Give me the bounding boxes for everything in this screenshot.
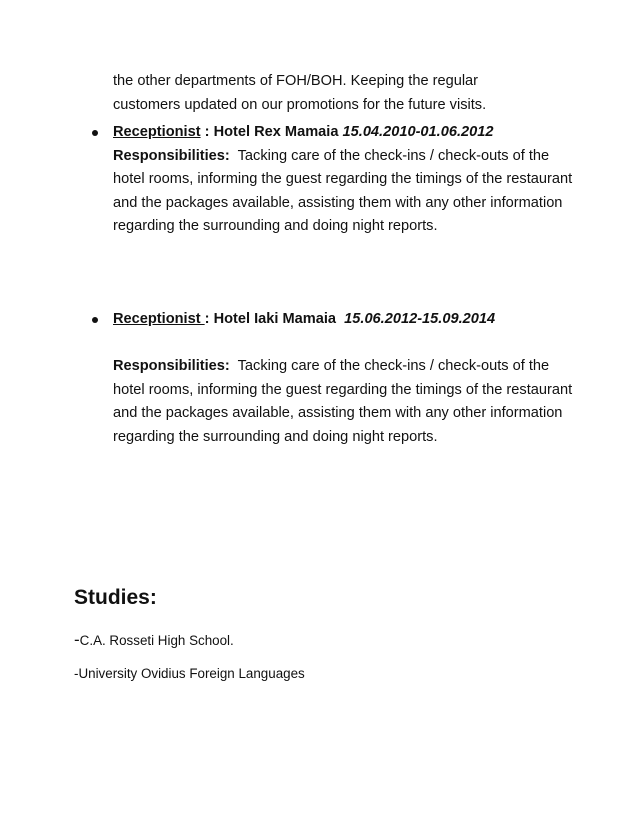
continuation-paragraph	[113, 70, 583, 117]
job-title-line	[113, 121, 583, 145]
job-hotel: Hotel Rex Mamaia	[213, 124, 339, 140]
responsibilities-text: Tacking care of the check-ins / check-outs of the hotel rooms, informing the guest regarding the timings of the restaurant and the packages available, assisting them with any other information regarding the surrounding and doing night reports.	[113, 147, 573, 234]
job-entry-1	[113, 121, 583, 239]
study-item-2: -University Ovidius Foreign Languages	[74, 666, 305, 681]
job-role: Receptionist	[113, 311, 205, 327]
responsibilities-label: Responsibilities:	[113, 358, 230, 374]
study-dash: -	[74, 630, 80, 649]
job-dates: 15.06.2012-15.09.2014	[344, 311, 496, 327]
bullet-icon	[92, 317, 98, 323]
study-item-1-text: C.A. Rosseti High School.	[79, 633, 234, 648]
responsibilities-label: Responsibilities:	[113, 147, 230, 164]
job-responsibilities	[113, 145, 583, 239]
study-item-1	[74, 630, 234, 650]
bullet-icon	[92, 130, 98, 136]
job-separator: :	[200, 124, 214, 140]
job-responsibilities	[113, 355, 583, 449]
responsibilities-text: Tacking care of the check-ins / check-outs of the hotel rooms, informing the guest regarding the timings of the restaurant and the packages available, assisting them with any other information regarding the surrounding and doing night reports.	[113, 358, 573, 445]
studies-heading: Studies:	[74, 586, 157, 609]
job-hotel: Hotel Iaki Mamaia	[213, 311, 337, 327]
continuation-line-2: customers updated on our promotions for the future visits.	[113, 96, 487, 113]
job-title-line	[113, 308, 583, 332]
job-entry-2	[113, 308, 583, 449]
job-dates: 15.04.2010-01.06.2012	[342, 124, 494, 140]
job-role: Receptionist	[113, 124, 201, 140]
continuation-line-1: the other departments of FOH/BOH. Keeping the regular	[113, 73, 479, 89]
job-separator: :	[204, 311, 214, 327]
